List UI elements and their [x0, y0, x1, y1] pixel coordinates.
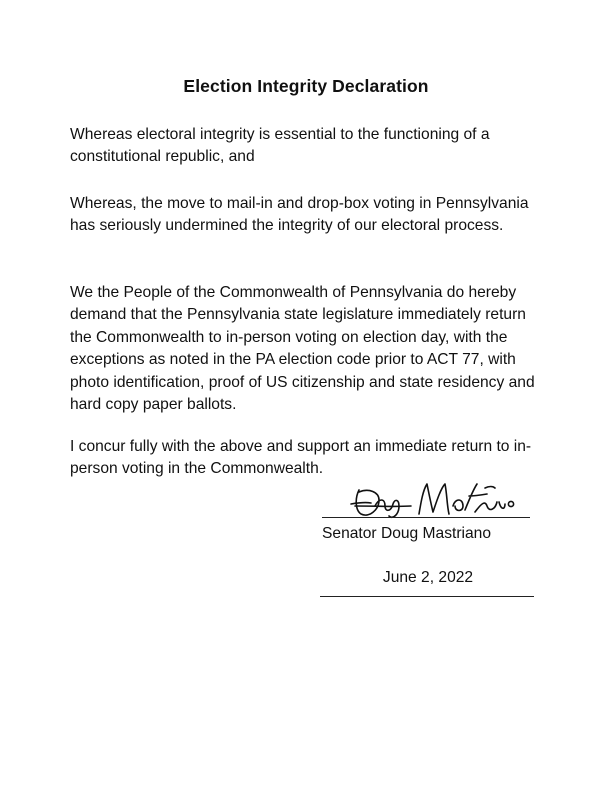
- signer-name: Senator Doug Mastriano: [322, 525, 492, 542]
- paragraph-whereas-integrity: Whereas electoral integrity is essential to the functioning of a constitutional republic, and: [70, 126, 490, 166]
- paragraph-whereas-mail-in: Whereas, the move to mail-in and drop-box voting in Pennsylvania has seriously undermined the integrity of our electoral process.: [70, 195, 529, 235]
- signature-date: June 2, 2022: [382, 569, 474, 586]
- paragraph-demand: We the People of the Commonwealth of Pennsylvania do hereby demand that the Pennsylvania state legislature immediately return the Commonwealth to in-person voting on election day, with the exceptions as noted in the PA election code prior to ACT 77, with photo identification, proof of US citizenship and state residency and hard copy paper ballots.: [70, 284, 535, 414]
- signature-line: [322, 517, 530, 518]
- document-title: Election Integrity Declaration: [183, 76, 429, 96]
- handwritten-signature: [345, 476, 520, 520]
- paragraph-concur: I concur fully with the above and support an immediate return to in-person voting in the Commonwealth.: [70, 438, 532, 478]
- date-line: [320, 596, 534, 597]
